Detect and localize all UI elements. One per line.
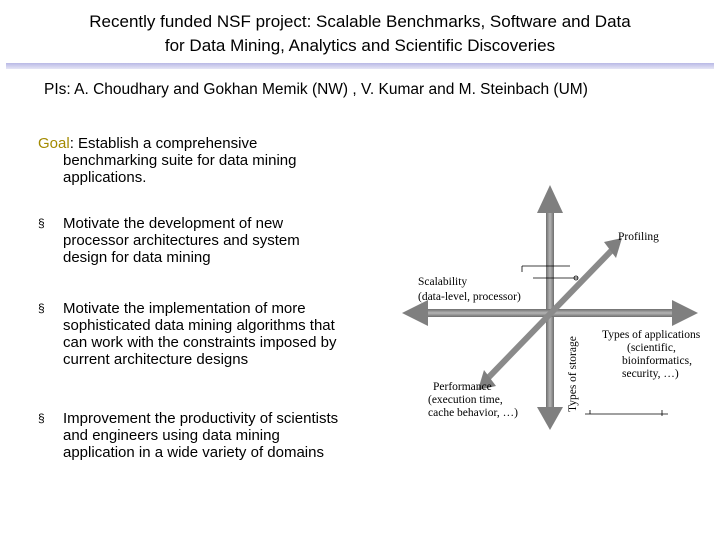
- goal-block: [38, 135, 388, 186]
- axes-diagram: [400, 180, 700, 435]
- bullet-1-line-1: Motivate the development of new: [63, 215, 284, 232]
- bullet-item-2: [38, 300, 398, 368]
- title-divider: [6, 63, 714, 69]
- types-of-applications-sub-1: (scientific,: [627, 342, 676, 354]
- bullet-1-line-2: processor architectures and system: [63, 232, 300, 249]
- profiling-label: Profiling: [618, 231, 659, 243]
- bullet-3-line-1: Improvement the productivity of scientists: [63, 410, 339, 427]
- scalability-sublabel: (data-level, processor): [418, 291, 521, 303]
- goal-text-1: : Establish a comprehensive: [69, 135, 258, 152]
- bullet-icon: §: [38, 216, 45, 230]
- goal-text-3: applications.: [63, 169, 147, 186]
- mini-annotation-lower: [585, 410, 668, 416]
- bullet-1-line-3: design for data mining: [63, 249, 211, 266]
- performance-sub-1: (execution time,: [428, 394, 503, 406]
- scalability-label: Scalability: [418, 276, 468, 288]
- bullet-3-line-3: application in a wide variety of domains: [63, 444, 324, 461]
- types-of-applications-label: Types of applications: [602, 329, 700, 341]
- bullet-icon: §: [38, 301, 45, 315]
- title-line-1: Recently funded NSF project: Scalable Benchmarks, Software and Data: [89, 12, 631, 31]
- bullet-2-line-3: can work with the constraints imposed by: [63, 334, 337, 351]
- goal-label: Goal: [38, 135, 70, 152]
- bullet-2-line-4: current architecture designs: [63, 351, 249, 368]
- goal-text-2: benchmarking suite for data mining: [63, 152, 297, 169]
- title-line-2: for Data Mining, Analytics and Scientific Discoveries: [164, 36, 556, 55]
- goal-line-1: [38, 135, 388, 152]
- types-of-storage-label: Types of storage: [567, 336, 579, 412]
- bullet-item-3: [38, 410, 398, 461]
- performance-label: Performance: [433, 381, 492, 393]
- bullet-item-1: [38, 215, 398, 266]
- bullet-2-line-2: sophisticated data mining algorithms that: [63, 317, 335, 334]
- bullet-icon: §: [38, 411, 45, 425]
- types-of-applications-sub-3: security, …): [622, 368, 679, 380]
- slide-title: [0, 10, 720, 58]
- bullet-2-line-1: Motivate the implementation of more: [63, 300, 306, 317]
- bullet-3-line-2: and engineers using data mining: [63, 427, 280, 444]
- types-of-applications-sub-2: bioinformatics,: [622, 355, 692, 367]
- performance-sub-2: cache behavior, …): [428, 407, 518, 419]
- principal-investigators: PIs: A. Choudhary and Gokhan Memik (NW) , V. Kumar and M. Steinbach (UM): [44, 81, 588, 98]
